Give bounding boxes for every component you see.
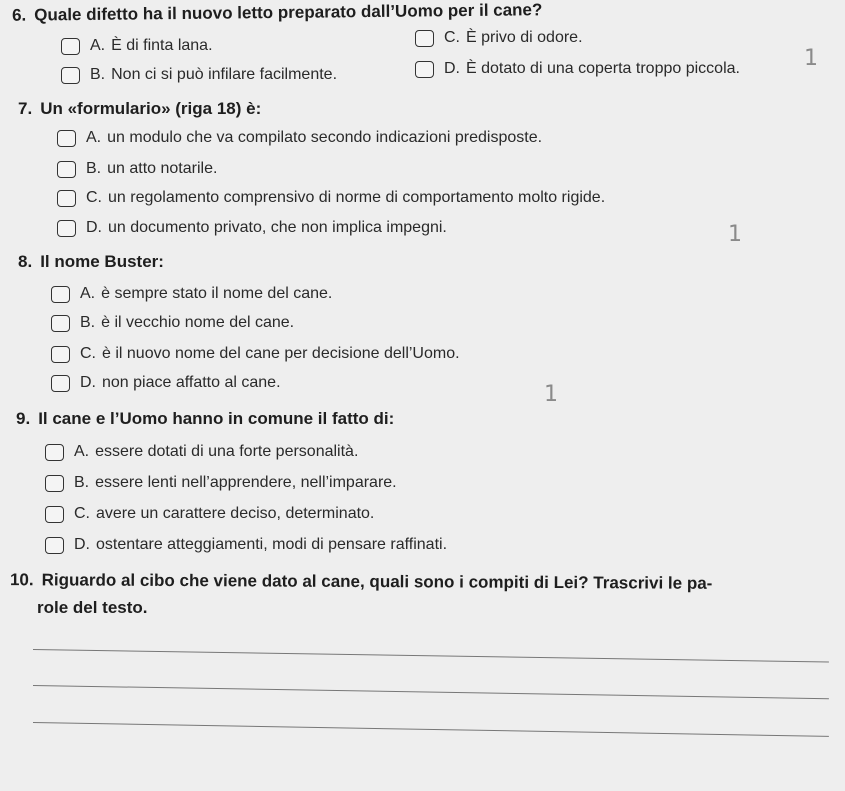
checkbox[interactable] [51, 286, 70, 303]
checkbox[interactable] [61, 38, 80, 55]
pencil-mark-2: 1 [728, 222, 742, 247]
question-8-number: 8. [18, 252, 33, 271]
question-6-text: Quale difetto ha il nuovo letto preparato dall’Uomo per il cane? [34, 0, 543, 25]
q7-option-a[interactable]: A. un modulo che va compilato secondo indicazioni predisposte. [57, 129, 542, 147]
checkbox[interactable] [57, 130, 76, 147]
question-7-number: 7. [18, 99, 33, 118]
question-6-title [12, 0, 543, 26]
q6-option-b[interactable]: B. Non ci si può infilare facilmente. [61, 66, 337, 84]
question-10-text-line2: role del testo. [37, 598, 148, 617]
checkbox[interactable] [45, 444, 64, 461]
answer-line-1[interactable] [33, 649, 829, 663]
q9-option-b[interactable]: B. essere lenti nell’apprendere, nell’imparare. [45, 474, 397, 492]
checkbox[interactable] [57, 220, 76, 237]
question-7-title [18, 99, 261, 119]
checkbox[interactable] [415, 30, 434, 47]
answer-line-2[interactable] [33, 685, 829, 700]
q7-option-b[interactable]: B. un atto notarile. [57, 160, 217, 178]
question-8-text: Il nome Buster: [40, 252, 164, 271]
q9-option-d[interactable]: D. ostentare atteggiamenti, modi di pensare raffinati. [45, 536, 447, 554]
answer-line-3[interactable] [33, 722, 829, 737]
checkbox[interactable] [57, 161, 76, 178]
question-8-title [18, 252, 164, 272]
question-9-number: 9. [16, 409, 31, 428]
checkbox[interactable] [45, 475, 64, 492]
checkbox[interactable] [45, 506, 64, 523]
question-7-text: Un «formulario» (riga 18) è: [40, 99, 262, 118]
checkbox[interactable] [51, 315, 70, 332]
question-9-text: Il cane e l’Uomo hanno in comune il fatto di: [38, 409, 395, 428]
q6-option-d[interactable]: D. È dotato di una coperta troppo piccola. [415, 60, 740, 78]
checkbox[interactable] [57, 190, 76, 207]
checkbox[interactable] [51, 375, 70, 392]
q6-option-c[interactable]: C. È privo di odore. [415, 29, 583, 47]
q8-option-b[interactable]: B. è il vecchio nome del cane. [51, 314, 294, 332]
q7-option-d[interactable]: D. un documento privato, che non implica impegni. [57, 219, 447, 237]
q8-option-c[interactable]: C. è il nuovo nome del cane per decisione dell’Uomo. [51, 345, 460, 363]
question-10-title [10, 570, 712, 594]
question-10-number: 10. [9, 570, 34, 590]
question-6-number: 6. [11, 5, 27, 25]
q9-option-a[interactable]: A. essere dotati di una forte personalità. [45, 443, 358, 461]
q8-option-d[interactable]: D. non piace affatto al cane. [51, 374, 281, 392]
q6-option-a[interactable]: A. È di finta lana. [61, 37, 213, 55]
question-9-title [16, 409, 394, 429]
checkbox[interactable] [45, 537, 64, 554]
pencil-mark-3: 1 [544, 382, 558, 407]
q9-option-c[interactable]: C. avere un carattere deciso, determinato. [45, 505, 374, 523]
pencil-mark-1: 1 [804, 46, 818, 71]
checkbox[interactable] [51, 346, 70, 363]
checkbox[interactable] [415, 61, 434, 78]
q8-option-a[interactable]: A. è sempre stato il nome del cane. [51, 285, 332, 303]
question-10-text-line1: Riguardo al cibo che viene dato al cane, quali sono i compiti di Lei? Trascrivi le pa- [41, 570, 713, 593]
q7-option-c[interactable]: C. un regolamento comprensivo di norme di comportamento molto rigide. [57, 189, 605, 207]
checkbox[interactable] [61, 67, 80, 84]
